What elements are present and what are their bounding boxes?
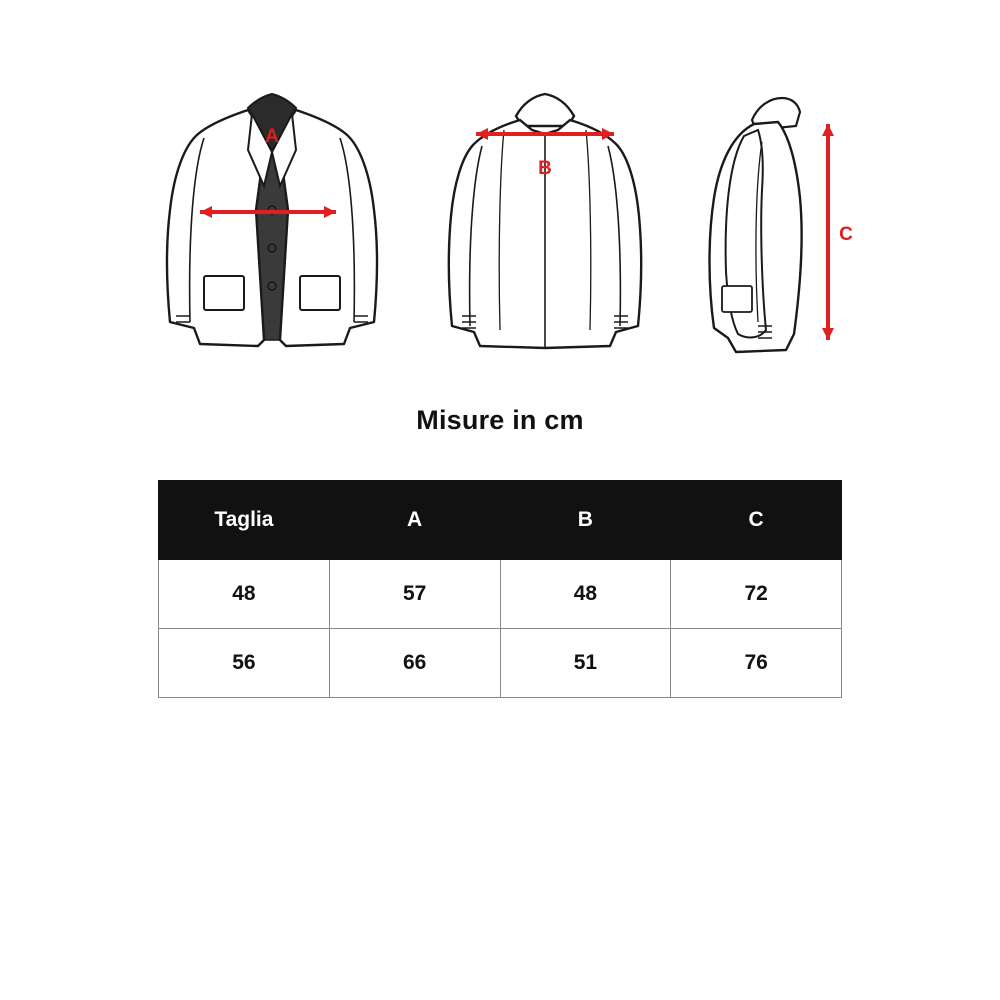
cell-size: 56: [159, 629, 330, 698]
cell-a: 66: [329, 629, 500, 698]
column-header-b: B: [500, 481, 671, 560]
size-table: [158, 480, 842, 698]
jacket-back-svg: [440, 90, 650, 380]
table-row: [159, 560, 842, 629]
column-header-a: A: [329, 481, 500, 560]
cell-b: 48: [500, 560, 671, 629]
cell-c: 76: [671, 629, 842, 698]
jacket-front-view: [160, 90, 390, 385]
measure-label-a: A: [265, 126, 279, 147]
jacket-side-svg: [700, 90, 860, 380]
column-header-c: C: [671, 481, 842, 560]
cell-c: 72: [671, 560, 842, 629]
jacket-illustrations: [140, 90, 880, 380]
cell-a: 57: [329, 560, 500, 629]
chart-caption: Misure in cm: [416, 405, 584, 435]
measure-label-c: C: [839, 224, 853, 245]
cell-size: 48: [159, 560, 330, 629]
jacket-back-view: [440, 90, 650, 385]
measure-label-b: B: [538, 158, 552, 179]
table-row: [159, 629, 842, 698]
cell-b: 51: [500, 629, 671, 698]
jacket-front-svg: [160, 90, 390, 380]
jacket-side-view: [700, 90, 860, 385]
table-header-row: [159, 481, 842, 560]
column-header-taglia: Taglia: [159, 481, 330, 560]
